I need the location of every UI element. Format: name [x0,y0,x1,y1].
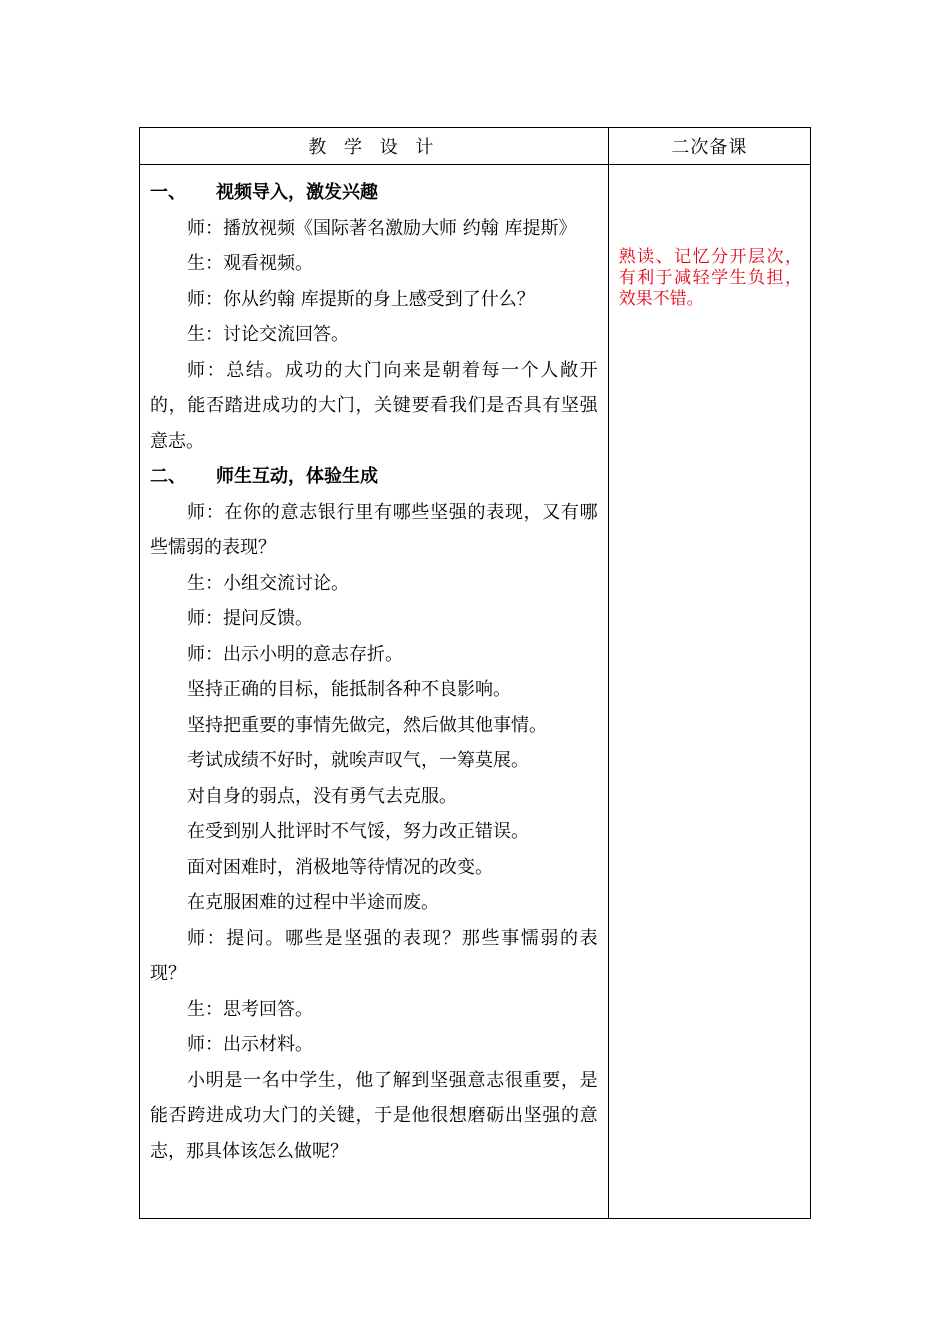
paragraph: 生：思考回答。 [187,998,313,1020]
teaching-design-cell [140,165,609,1219]
paragraph: 对自身的弱点，没有勇气去克服。 [187,785,457,807]
paragraph: 师：提问反馈。 [187,608,313,629]
paragraph: 面对困难时，消极地等待情况的改变。 [187,856,493,878]
paragraph: 小明是一名中学生，他了解到坚强意志很重要，是能否跨进成功大门的关键，于是他很想磨砺出坚强的意志，那具体该怎么做呢？ [150,1069,598,1162]
teaching-content [140,165,608,1169]
paragraph: 师：总结。成功的大门向来是朝着每一个人敞开的，能否踏进成功的大门，关键要看我们是否具有坚强意志。 [150,359,598,452]
section-heading-2 [150,459,598,495]
paragraph: 考试成绩不好时，就唉声叹气，一筹莫展。 [187,750,529,771]
paragraph: 师：出示小明的意志存折。 [187,643,403,665]
header-row [140,128,811,165]
lesson-plan-table [139,127,811,1219]
paragraph: 生：讨论交流回答。 [187,324,349,345]
paragraph: 在受到别人批评时不气馁，努力改正错误。 [187,821,529,842]
paragraph: 坚持把重要的事情先做完，然后做其他事情。 [187,714,547,736]
second-preparation-cell [608,165,810,1219]
paragraph: 坚持正确的目标，能抵制各种不良影响。 [187,679,511,700]
section-number: 一、 [150,182,186,203]
paragraph: 师：在你的意志银行里有哪些坚强的表现，又有哪些懦弱的表现？ [150,501,598,558]
section-heading-1 [150,175,598,211]
section-title: 视频导入，激发兴趣 [216,182,378,203]
preparation-note: 熟读、记忆分开层次，有利于减轻学生负担，效果不错。 [618,247,802,309]
paragraph: 生：小组交流讨论。 [187,572,349,594]
paragraph: 师：提问。哪些是坚强的表现？那些事懦弱的表现？ [150,927,598,984]
paragraph: 师：出示材料。 [187,1034,313,1055]
header-teaching-design: 教 学 设 计 [140,128,609,165]
paragraph: 师：你从约翰 库提斯的身上感受到了什么？ [187,288,535,310]
section-number: 二、 [150,466,186,487]
section-title: 师生互动，体验生成 [216,466,378,487]
header-second-preparation: 二次备课 [608,128,810,165]
body-row [140,165,811,1219]
paragraph: 生：观看视频。 [187,253,313,274]
paragraph: 在克服困难的过程中半途而废。 [187,892,439,913]
paragraph: 师：播放视频《国际著名激励大师 约翰 库提斯》 [187,217,577,239]
